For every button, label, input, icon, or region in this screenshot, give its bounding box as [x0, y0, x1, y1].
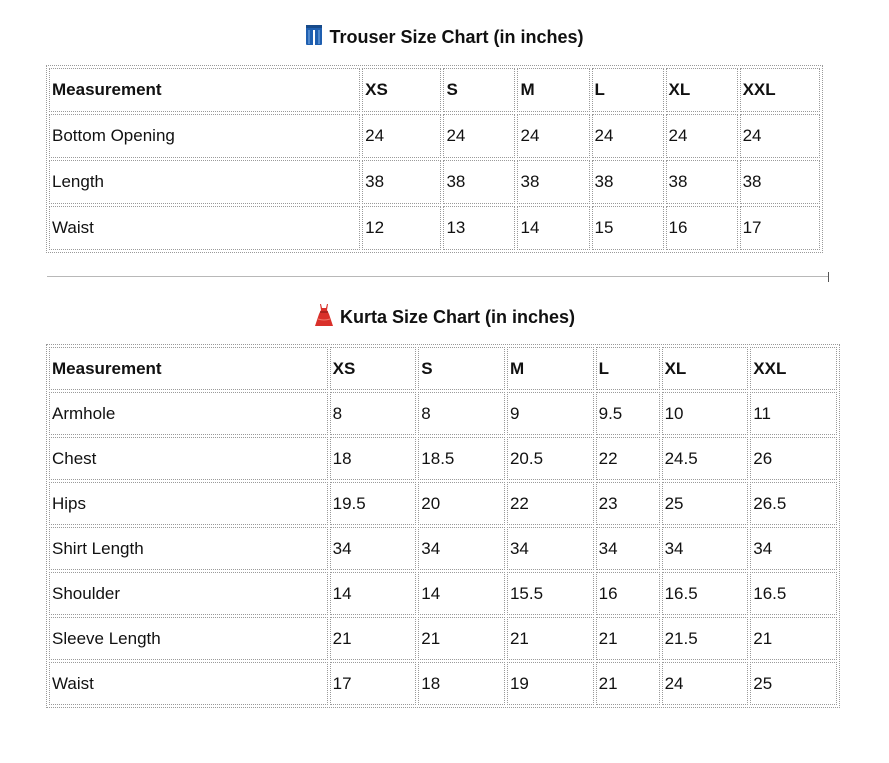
- table-cell: 15.5: [507, 572, 594, 615]
- table-cell: 34: [596, 527, 660, 570]
- table-cell: 34: [662, 527, 749, 570]
- table-cell: 16: [666, 206, 738, 250]
- table-cell: Waist: [49, 206, 360, 250]
- table-cell: 17: [330, 662, 417, 705]
- table-cell: 38: [740, 160, 820, 204]
- table-cell: 38: [517, 160, 589, 204]
- column-header: Measurement: [49, 347, 328, 390]
- table-cell: 13: [443, 206, 515, 250]
- table-cell: 9.5: [596, 392, 660, 435]
- table-cell: 24: [592, 114, 664, 158]
- horizontal-divider: [47, 276, 829, 277]
- table-cell: 38: [362, 160, 441, 204]
- jeans-icon: [305, 24, 323, 52]
- table-cell: 25: [750, 662, 837, 705]
- trouser-size-table: [46, 65, 823, 253]
- table-cell: Length: [49, 160, 360, 204]
- table-cell: 15: [592, 206, 664, 250]
- column-header: XL: [662, 347, 749, 390]
- table-row: [49, 114, 820, 158]
- table-cell: 34: [418, 527, 505, 570]
- table-cell: 34: [330, 527, 417, 570]
- table-cell: 34: [507, 527, 594, 570]
- table-cell: 19: [507, 662, 594, 705]
- table-cell: 22: [596, 437, 660, 480]
- column-header: S: [443, 68, 515, 112]
- column-header: L: [596, 347, 660, 390]
- table-cell: 17: [740, 206, 820, 250]
- table-cell: 18: [330, 437, 417, 480]
- table-cell: Waist: [49, 662, 328, 705]
- table-cell: 20: [418, 482, 505, 525]
- table-header-row: [49, 68, 820, 112]
- table-cell: 24: [662, 662, 749, 705]
- table-cell: 21: [507, 617, 594, 660]
- table-row: [49, 662, 837, 705]
- table-cell: 38: [592, 160, 664, 204]
- table-cell: 21: [418, 617, 505, 660]
- table-cell: 24: [362, 114, 441, 158]
- table-cell: 38: [666, 160, 738, 204]
- table-cell: 8: [418, 392, 505, 435]
- table-cell: 22: [507, 482, 594, 525]
- table-cell: 16: [596, 572, 660, 615]
- table-row: [49, 527, 837, 570]
- table-cell: 21.5: [662, 617, 749, 660]
- table-cell: 21: [596, 617, 660, 660]
- table-cell: 16.5: [662, 572, 749, 615]
- divider-end-mark: [828, 272, 829, 282]
- table-cell: 14: [517, 206, 589, 250]
- column-header: L: [592, 68, 664, 112]
- table-cell: 18: [418, 662, 505, 705]
- table-cell: 14: [418, 572, 505, 615]
- table-row: [49, 437, 837, 480]
- table-cell: 18.5: [418, 437, 505, 480]
- table-cell: 11: [750, 392, 837, 435]
- table-row: [49, 160, 820, 204]
- table-cell: 20.5: [507, 437, 594, 480]
- column-header: S: [418, 347, 505, 390]
- table-row: [49, 572, 837, 615]
- table-cell: 24: [740, 114, 820, 158]
- column-header: M: [507, 347, 594, 390]
- column-header: XS: [362, 68, 441, 112]
- kurta-size-table: [46, 344, 840, 708]
- table-row: [49, 482, 837, 525]
- trouser-chart-heading: [0, 24, 889, 52]
- table-cell: 10: [662, 392, 749, 435]
- dress-icon: [314, 303, 334, 333]
- table-cell: 24: [517, 114, 589, 158]
- table-header-row: [49, 347, 837, 390]
- table-cell: 16.5: [750, 572, 837, 615]
- table-cell: 9: [507, 392, 594, 435]
- table-cell: 24: [666, 114, 738, 158]
- table-cell: Shoulder: [49, 572, 328, 615]
- table-cell: 21: [750, 617, 837, 660]
- column-header: M: [517, 68, 589, 112]
- table-cell: 38: [443, 160, 515, 204]
- table-cell: 21: [330, 617, 417, 660]
- table-row: [49, 206, 820, 250]
- table-cell: 26: [750, 437, 837, 480]
- column-header: Measurement: [49, 68, 360, 112]
- table-cell: 23: [596, 482, 660, 525]
- table-cell: Shirt Length: [49, 527, 328, 570]
- column-header: XXL: [740, 68, 820, 112]
- table-cell: Chest: [49, 437, 328, 480]
- table-cell: Armhole: [49, 392, 328, 435]
- table-cell: 25: [662, 482, 749, 525]
- trouser-chart-title: Trouser Size Chart (in inches): [329, 26, 584, 47]
- table-cell: 34: [750, 527, 837, 570]
- table-cell: 24: [443, 114, 515, 158]
- table-row: [49, 392, 837, 435]
- table-cell: Hips: [49, 482, 328, 525]
- table-cell: Sleeve Length: [49, 617, 328, 660]
- table-cell: 19.5: [330, 482, 417, 525]
- table-cell: 21: [596, 662, 660, 705]
- table-row: [49, 617, 837, 660]
- column-header: XXL: [750, 347, 837, 390]
- kurta-chart-heading: [0, 303, 889, 333]
- table-cell: 12: [362, 206, 441, 250]
- table-cell: 14: [330, 572, 417, 615]
- column-header: XL: [666, 68, 738, 112]
- table-cell: 24.5: [662, 437, 749, 480]
- column-header: XS: [330, 347, 417, 390]
- table-cell: 26.5: [750, 482, 837, 525]
- table-cell: Bottom Opening: [49, 114, 360, 158]
- table-cell: 8: [330, 392, 417, 435]
- kurta-chart-title: Kurta Size Chart (in inches): [339, 306, 576, 327]
